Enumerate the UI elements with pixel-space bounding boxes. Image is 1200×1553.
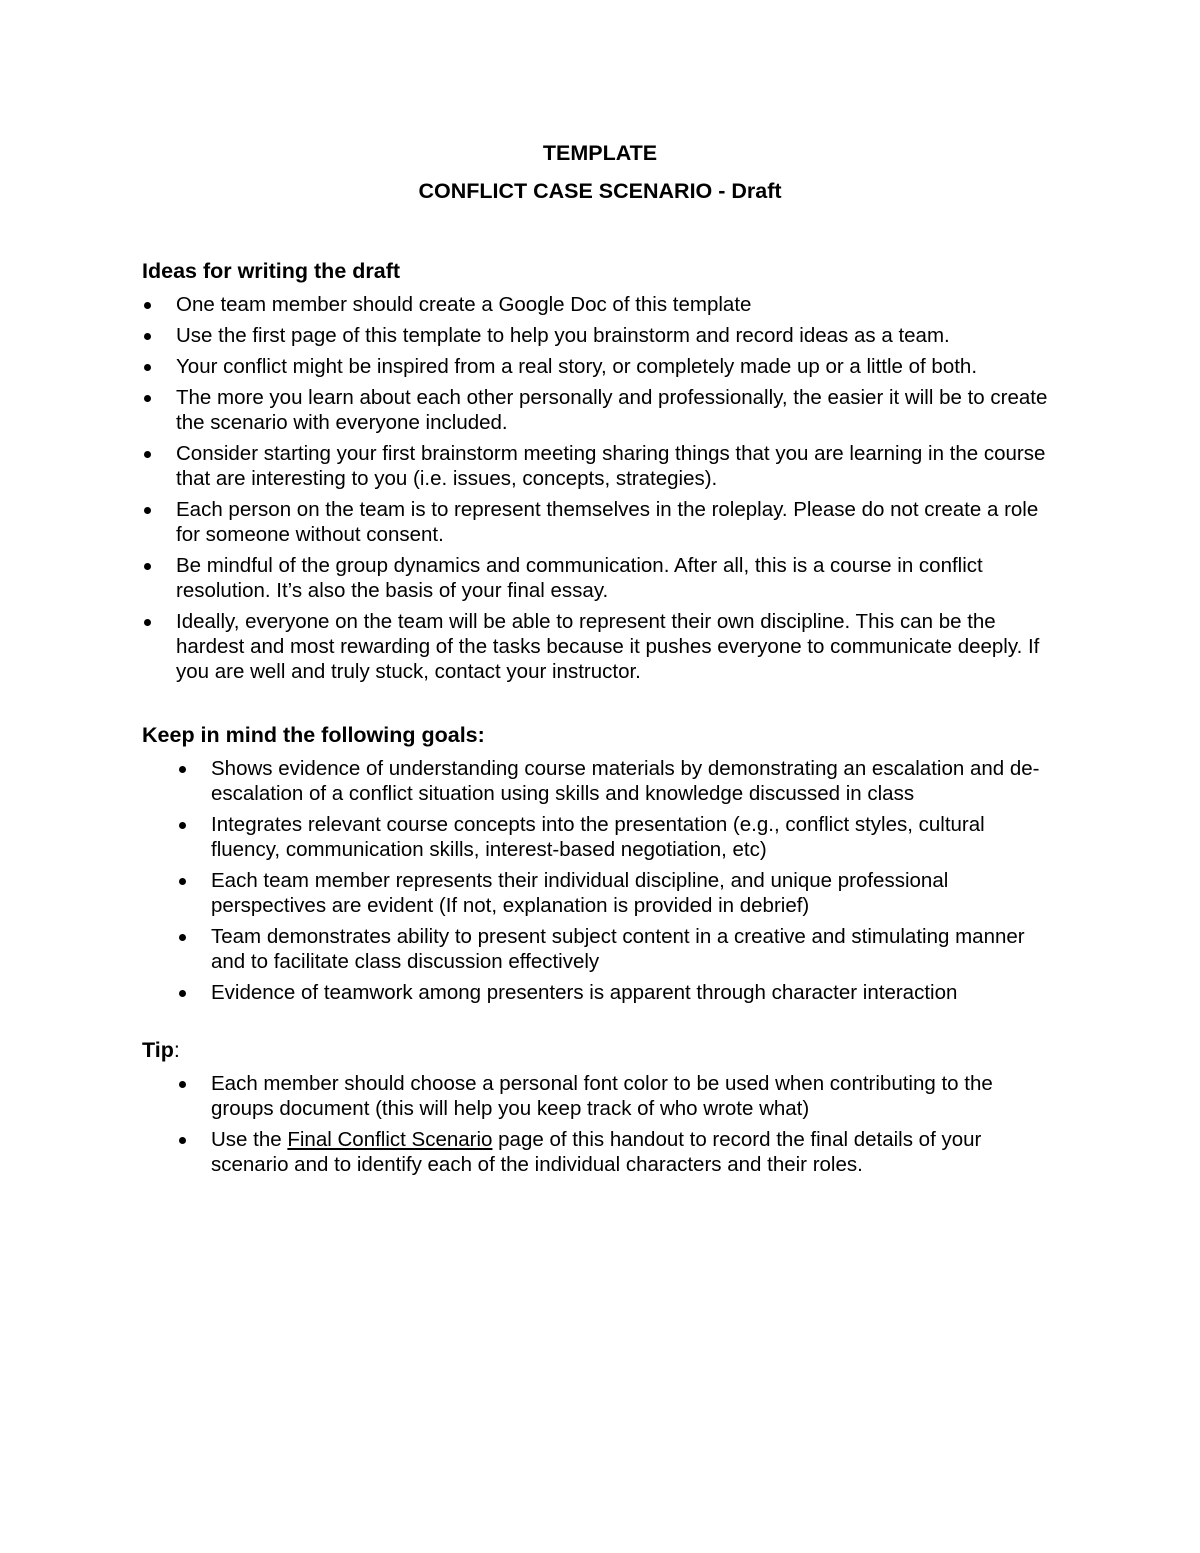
goals-heading: Keep in mind the following goals: bbox=[142, 723, 485, 747]
title-conflict-case-scenario: CONFLICT CASE SCENARIO - Draft bbox=[418, 179, 782, 203]
list-item-text: The more you learn about each other personally and professionally, the easier it will be to create the scenario with everyone included. bbox=[176, 386, 1048, 434]
list-item-text: Integrates relevant course concepts into the presentation (e.g., conflict styles, cultural fluency, communication skills, interest-based negotiation, etc) bbox=[211, 813, 985, 861]
ideas-heading: Ideas for writing the draft bbox=[142, 259, 401, 283]
final-conflict-scenario-link[interactable]: Final Conflict Scenario bbox=[287, 1128, 493, 1151]
document-title bbox=[142, 140, 1050, 204]
bullet-icon bbox=[179, 878, 186, 885]
list-item-text: Your conflict might be inspired from a real story, or completely made up or a little of both. bbox=[176, 355, 978, 378]
list-item-text: Consider starting your first brainstorm meeting sharing things that you are learning in the course that are interesting to you (i.e. issues, concepts, strategies). bbox=[176, 442, 1046, 490]
bullet-icon bbox=[144, 333, 151, 340]
bullet-icon bbox=[179, 1081, 186, 1088]
list-item-text: Each team member represents their individual discipline, and unique professional perspectives are evident (If not, explanation is provided in debrief) bbox=[211, 869, 949, 917]
list-item bbox=[142, 980, 1050, 1005]
tip-heading-text: Tip bbox=[142, 1038, 174, 1062]
list-item bbox=[142, 924, 1050, 974]
title-template: TEMPLATE bbox=[542, 141, 658, 165]
list-item-text: Use the first page of this template to help you brainstorm and record ideas as a team. bbox=[176, 324, 950, 347]
list-item bbox=[142, 323, 1050, 348]
tip-item2-prefix: Use the bbox=[211, 1128, 288, 1151]
bullet-icon bbox=[144, 451, 151, 458]
list-item bbox=[142, 354, 1050, 379]
tip-heading-colon: : bbox=[173, 1038, 180, 1062]
list-item bbox=[142, 609, 1050, 684]
tip-item2-suffix: page of this handout to record the final details of your scenario and to identify each of the individual characters and their roles. bbox=[211, 1128, 982, 1176]
bullet-icon bbox=[179, 766, 186, 773]
list-item-text: Each member should choose a personal font color to be used when contributing to the groups document (this will help you keep track of who wrote what) bbox=[211, 1072, 993, 1120]
list-item-text: Evidence of teamwork among presenters is apparent through character interaction bbox=[211, 981, 958, 1004]
list-item bbox=[142, 385, 1050, 435]
list-item-text: Team demonstrates ability to present subject content in a creative and stimulating manner and to facilitate class discussion effectively bbox=[211, 925, 1025, 973]
list-item-text: Each person on the team is to represent themselves in the roleplay. Please do not create a role for someone without consent. bbox=[176, 498, 1039, 546]
bullet-icon bbox=[144, 364, 151, 371]
list-item bbox=[142, 497, 1050, 547]
bullet-icon bbox=[144, 619, 151, 626]
list-item-text: One team member should create a Google Doc of this template bbox=[176, 293, 752, 316]
list-item bbox=[142, 812, 1050, 862]
list-item bbox=[142, 1071, 1050, 1121]
list-item-text: Ideally, everyone on the team will be able to represent their own discipline. This can be the hardest and most rewarding of the tasks because it pushes everyone to communicate deeply. If you are well and truly stuck, contact your instructor. bbox=[176, 610, 1040, 683]
goals-list bbox=[142, 756, 1050, 1005]
bullet-icon bbox=[179, 990, 186, 997]
bullet-icon bbox=[144, 302, 151, 309]
bullet-icon bbox=[179, 822, 186, 829]
list-item bbox=[142, 292, 1050, 317]
list-item bbox=[142, 1127, 1050, 1177]
list-item bbox=[142, 441, 1050, 491]
bullet-icon bbox=[144, 507, 151, 514]
list-item bbox=[142, 868, 1050, 918]
tip-heading bbox=[142, 1037, 1050, 1063]
bullet-icon bbox=[144, 563, 151, 570]
tip-list bbox=[142, 1071, 1050, 1177]
bullet-icon bbox=[144, 395, 151, 402]
ideas-list bbox=[142, 292, 1050, 684]
list-item-text: Be mindful of the group dynamics and communication. After all, this is a course in conflict resolution. It’s also the basis of your final essay. bbox=[176, 554, 983, 602]
list-item-text: Shows evidence of understanding course materials by demonstrating an escalation and de-escalation of a conflict situation using skills and knowledge discussed in class bbox=[211, 757, 1040, 805]
list-item bbox=[142, 553, 1050, 603]
list-item bbox=[142, 756, 1050, 806]
bullet-icon bbox=[179, 934, 186, 941]
bullet-icon bbox=[179, 1137, 186, 1144]
